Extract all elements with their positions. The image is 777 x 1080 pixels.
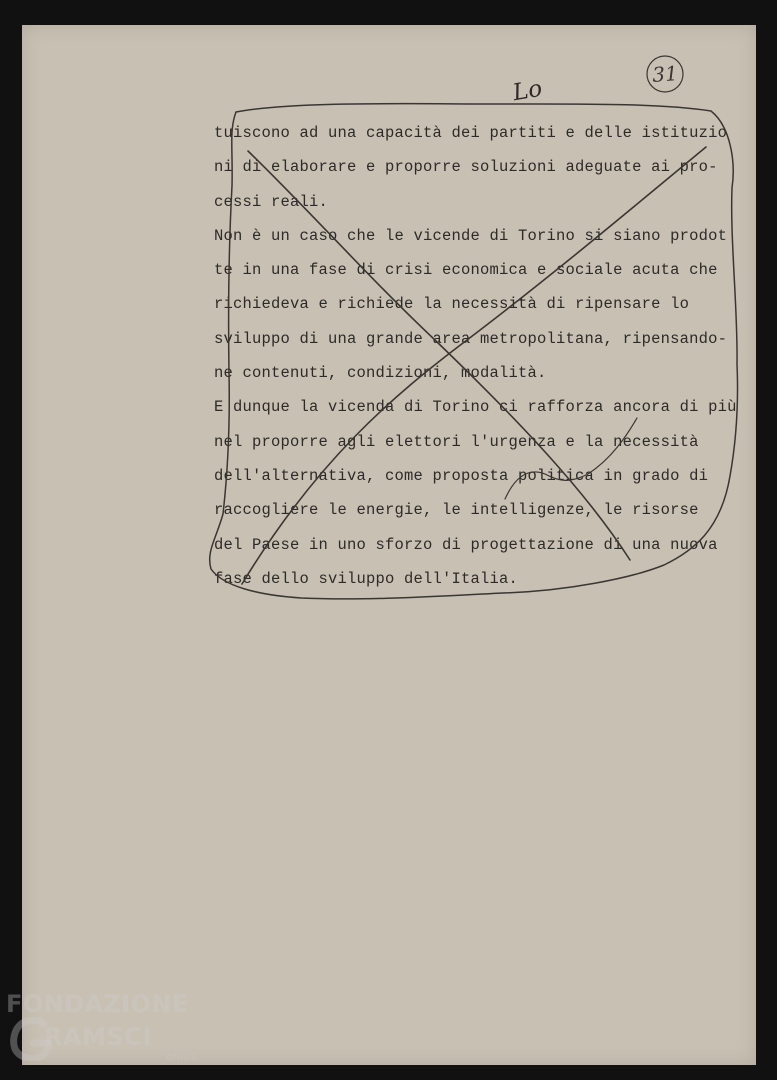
typed-line: fase dello sviluppo dell'Italia. — [214, 569, 519, 588]
typed-text-block — [214, 116, 737, 596]
typed-line: Non è un caso che le vicende di Torino si siano prodot — [214, 226, 728, 245]
typed-line: cessi reali. — [214, 192, 329, 211]
typed-line: del Paese in uno sforzo di progettazione di una nuova — [214, 535, 718, 554]
typed-line: ne contenuti, condizioni, modalità. — [214, 364, 547, 383]
typed-line: te in una fase di crisi economica e sociale acuta che — [214, 261, 718, 280]
typed-line: tuiscono ad una capacità dei partiti e delle istituzio — [214, 124, 728, 142]
page-number: 31 — [651, 61, 679, 87]
typed-line: richiedeva e richiede la necessità di ripensare lo — [214, 295, 690, 314]
watermark-line-1: FONDAZIONE — [6, 990, 189, 1018]
watermark-suffix: onlus — [166, 1050, 197, 1063]
typed-line: E dunque la vicenda di Torino ci rafforza ancora di più — [214, 398, 737, 417]
typed-line: dell'alternativa, come proposta politica in grado di — [214, 466, 709, 485]
typed-line: ni di elaborare e proporre soluzioni adeguate ai pro- — [214, 158, 718, 177]
watermark-line-2: RAMSCI — [44, 1023, 152, 1051]
typed-line: nel proporre agli elettori l'urgenza e la necessità — [214, 432, 699, 451]
handwritten-mark: Lo — [510, 75, 545, 107]
typed-line: sviluppo di una grande area metropolitana, ripensando- — [214, 329, 728, 348]
fondazione-gramsci-watermark — [6, 990, 196, 1075]
typed-line: raccogliere le energie, le intelligenze, le risorse — [214, 501, 699, 520]
